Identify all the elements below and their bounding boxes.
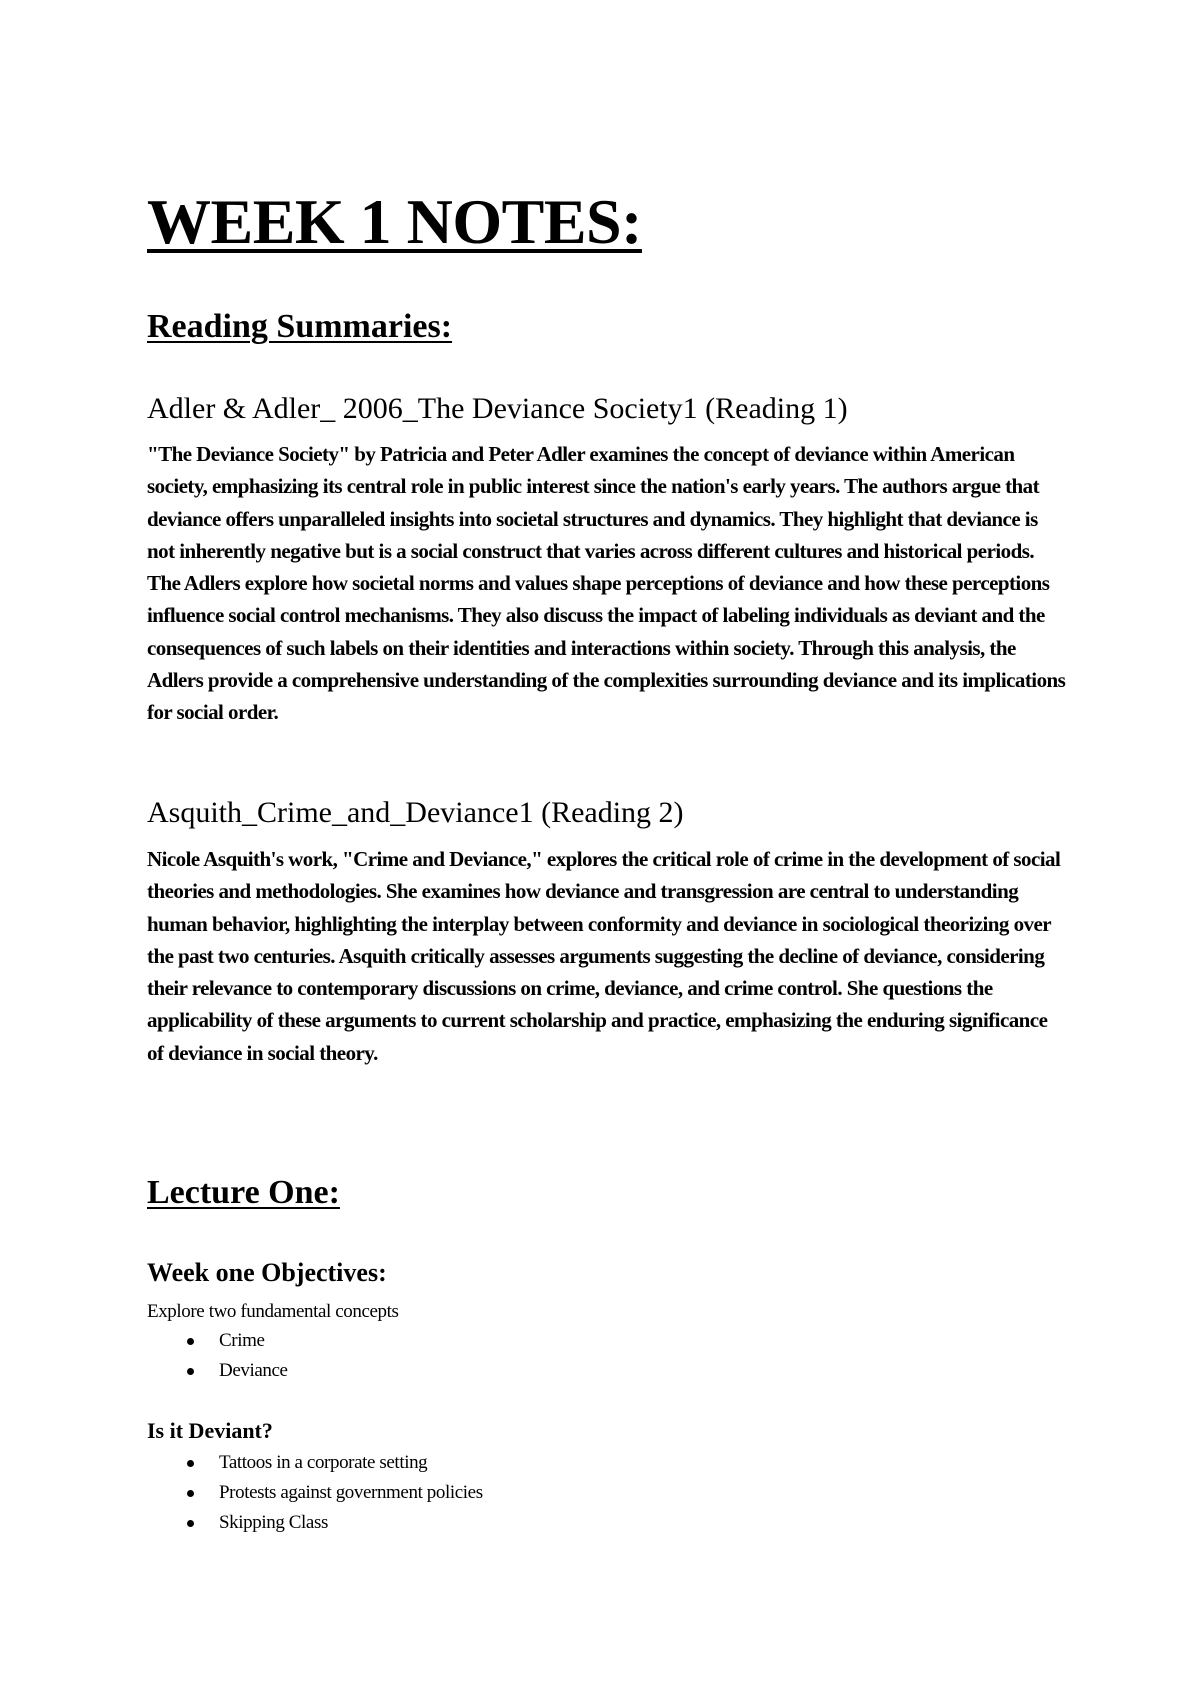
list-item: Skipping Class [147,1508,483,1538]
reading-1-title: Adler & Adler_ 2006_The Deviance Society1 (Reading 1) [147,392,848,425]
bullet-icon [187,1368,194,1375]
bullet-icon [187,1338,194,1345]
reading-summaries-heading: Reading Summaries: [147,308,453,345]
objectives-intro: Explore two fundamental concepts [147,1301,399,1322]
list-item: Deviance [147,1356,288,1386]
reading-2-title: Asquith_Crime_and_Deviance1 (Reading 2) [147,796,684,829]
reading-2-summary: Nicole Asquith's work, "Crime and Deviance," explores the critical role of crime in the development of social theories and methodologies. She examines how deviance and transgression are central to understanding human behavior, highlighting the interplay between conformity and deviance in sociological theorizing over the past two centuries. Asquith critically assesses arguments suggesting the decline of deviance, considering their relevance to contemporary discussions on crime, deviance, and crime control. She questions the applicability of these arguments to current scholarship and practice, emphasizing the enduring significance of deviance in social theory. [147,847,1061,1065]
list-item: Protests against government policies [147,1478,483,1508]
bullet-icon [187,1460,194,1467]
lecture-one-heading: Lecture One: [147,1174,340,1211]
objectives-heading: Week one Objectives: [147,1258,387,1287]
list-item: Tattoos in a corporate setting [147,1448,483,1478]
page-title: WEEK 1 NOTES: [147,186,642,257]
deviant-examples-list [147,1448,483,1538]
bullet-icon [187,1520,194,1527]
list-item: Crime [147,1326,288,1356]
deviant-heading: Is it Deviant? [147,1418,273,1443]
reading-1-summary: "The Deviance Society" by Patricia and Peter Adler examines the concept of deviance within American society, emphasizing its central role in public interest since the nation's early years. The authors argue that deviance offers unparalleled insights into societal structures and dynamics. They highlight that deviance is not inherently negative but is a social construct that varies across different cultures and historical periods. The Adlers explore how societal norms and values shape perceptions of deviance and how these perceptions influence social control mechanisms. They also discuss the impact of labeling individuals as deviant and the consequences of such labels on their identities and interactions within society. Through this analysis, the Adlers provide a comprehensive understanding of the complexities surrounding deviance and its implications for social order. [147,442,1066,725]
objectives-list [147,1326,288,1386]
bullet-icon [187,1490,194,1497]
